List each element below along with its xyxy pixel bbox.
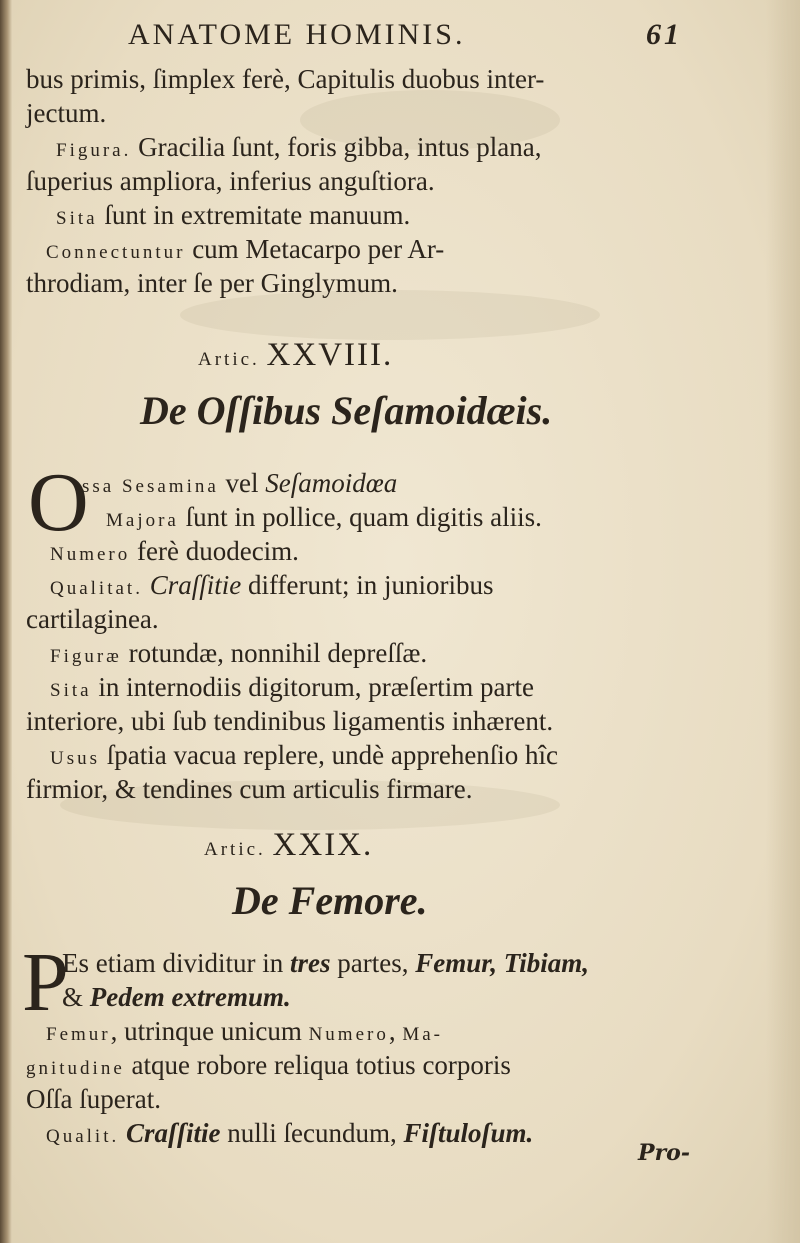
section-title: De Femore. — [232, 878, 428, 923]
article-heading: Artic. XXIX. — [204, 827, 374, 863]
running-title: ANATOME HOMINIS. — [128, 18, 466, 51]
text-line: jectum. — [26, 98, 107, 128]
text-line: ssa Sesamina vel Seſamoidœa — [82, 468, 398, 498]
section-title: De Oſſibus Seſamoidæis. — [140, 388, 553, 433]
text-line: Es etiam dividitur in tres partes, Femur, Tibiam, — [62, 948, 589, 978]
text-line: Figuræ rotundæ, nonnihil depreſſæ. — [50, 638, 428, 668]
page-edge-shadow — [766, 0, 800, 1243]
page-number: 61 — [646, 18, 682, 51]
article-heading: Artic. XXVIII. — [198, 337, 394, 373]
text-line: Sita in internodiis digitorum, præſertim parte — [50, 672, 534, 702]
drop-capital: P — [22, 936, 69, 1029]
text-line: & Pedem extremum. — [62, 982, 291, 1012]
catchword: Pro- — [638, 1140, 690, 1166]
text-line: bus primis, ſimplex ferè, Capitulis duobus inter- — [26, 64, 545, 94]
text-line: throdiam, inter ſe per Ginglymum. — [26, 268, 398, 298]
text-line: Oſſa ſuperat. — [26, 1084, 161, 1114]
text-line: Figura. Gracilia ſunt, foris gibba, intus plana, — [56, 132, 542, 162]
text-line: Numero ferè duodecim. — [50, 536, 299, 566]
text-line: Femur, utrinque unicum Numero, Ma- — [46, 1016, 443, 1046]
text-line: Majora ſunt in pollice, quam digitis aliis. — [106, 502, 542, 532]
text-line: Qualit. Craſſitie nulli ſecundum, Fiſtuloſum. — [46, 1118, 534, 1148]
text-line: Usus ſpatia vacua replere, undè apprehenſio hîc — [50, 740, 559, 770]
text-line: Connectuntur cum Metacarpo per Ar- — [46, 234, 445, 264]
text-line: gnitudine atque robore reliqua totius corporis — [26, 1050, 511, 1080]
text-line: ſuperius ampliora, inferius anguſtiora. — [26, 166, 435, 196]
text-line: firmior, & tendines cum articulis firmare. — [26, 774, 473, 804]
text-line: interiore, ubi ſub tendinibus ligamentis inhærent. — [26, 706, 554, 736]
binding-gutter — [0, 0, 12, 1243]
drop-capital: O — [28, 456, 89, 549]
text-line: Sita ſunt in extremitate manuum. — [56, 200, 411, 230]
text-line: cartilaginea. — [26, 604, 159, 634]
text-line: Qualitat. Craſſitie differunt; in junioribus — [50, 570, 494, 600]
